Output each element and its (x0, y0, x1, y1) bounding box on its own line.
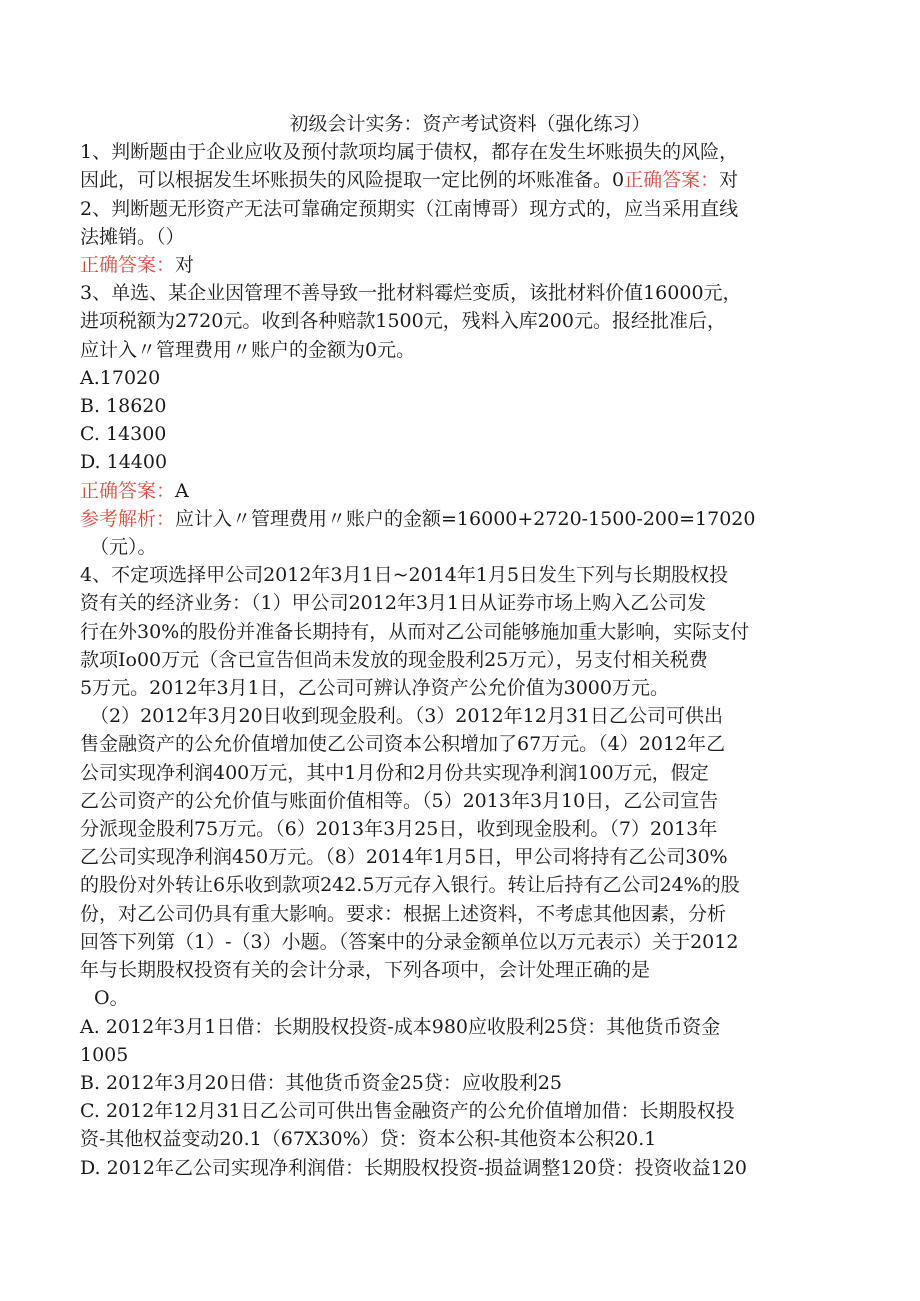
option-b: B. 2012年3月20日借：其他货币资金25贷：应收股利25 (80, 1071, 563, 1094)
question-3-answer (80, 477, 850, 505)
question-4-line-5: 5万元。2012年3月1日，乙公司可辨认净资产公允价值为3000万元。 (80, 677, 669, 700)
question-1-line-1: 1、判断题由于企业应收及预付款项均属于债权，都存在发生坏账损失的风险， (80, 141, 739, 164)
page-title: 初级会计实务：资产考试资料（强化练习） (289, 113, 651, 135)
option-c-cont: 资-其他权益变动20.1（67X30%）贷：资本公积-其他资本公积20.1 (80, 1128, 657, 1151)
question-4-line-3: 行在外30%的股份并准备长期持有，从而对乙公司能够施加重大影响，实际支付 (80, 620, 750, 643)
question-4-line-7: 售金融资产的公允价值增加使乙公司资本公积增加了67万元。（4）2012年乙 (80, 733, 726, 756)
question-1-line-2 (80, 166, 850, 194)
question-4-line-6: （2）2012年3月20日收到现金股利。（3）2012年12月31日乙公司可供出 (90, 705, 724, 728)
question-4-line-4: 款项Io00万元（含已宣告但尚未发放的现金股利25万元），另支付相关税费 (80, 648, 708, 671)
answer-value: 对 (175, 254, 195, 277)
question-1 (80, 138, 850, 194)
question-3-analysis-cont: （元）。 (90, 536, 157, 559)
answer-value: 对 (719, 169, 739, 192)
option-d: D. 14400 (80, 451, 168, 474)
question-4-line-8: 公司实现净利润400万元，其中1月份和2月份共实现净利润100万元，假定 (80, 761, 709, 784)
question-4-line-10: 分派现金股利75万元。（6）2013年3月25日，收到现金股利。（7）2013年 (80, 818, 718, 841)
option-b: B. 18620 (80, 395, 167, 418)
answer-label: 正确答案： (80, 254, 176, 277)
question-4-line-13: 份，对乙公司仍具有重大影响。要求：根据上述资料，不考虑其他因素，分析 (80, 902, 727, 925)
option-a: A. 2012年3月1日借：长期股权投资-成本980应收股利25贷：其他货币资金 (80, 1015, 721, 1038)
question-4-line-9: 乙公司资产的公允价值与账面价值相等。（5）2013年3月10日，乙公司宣告 (80, 789, 719, 812)
question-4 (80, 561, 850, 1181)
question-2-line-2: 法摊销。（） (80, 225, 185, 248)
question-3-line-1: 3、单选、某企业因管理不善导致一批材料霉烂变质，该批材料价值16000元， (80, 282, 742, 305)
question-3-line-2: 进项税额为2720元。收到各种赔款1500元，残料入库200元。报经批准后， (80, 310, 726, 333)
analysis-text: 应计入〃管理费用〃账户的金额=16000+2720-1500-200=17020 (175, 507, 756, 530)
question-4-line-12: 的股份对外转让6乐收到款项242.5万元存入银行。转让后持有乙公司24%的股 (80, 874, 740, 897)
answer-label: 正确答案： (80, 479, 176, 502)
option-d: D. 2012年乙公司实现净利润借：长期股权投资-损益调整120贷：投资收益120 (80, 1156, 747, 1179)
question-4-line-11: 乙公司实现净利润450万元。（8）2014年1月5日，甲公司将持有乙公司30% (80, 846, 728, 869)
question-3-analysis (80, 505, 850, 533)
option-a-cont: 1005 (80, 1043, 129, 1066)
question-2-line-1: 2、判断题无形资产无法可靠确定预期实（江南博哥）现方式的，应当采用直线 (80, 197, 739, 220)
option-c: C. 14300 (80, 423, 167, 446)
question-4-line-2: 资有关的经济业务：（1）甲公司2012年3月1日从证券市场上购入乙公司发 (80, 592, 707, 615)
question-3 (80, 279, 850, 561)
option-a: A.17020 (80, 366, 161, 389)
question-4-line-1: 4、不定项选择甲公司2012年3月1日~2014年1月5日发生下列与长期股权投 (80, 564, 729, 587)
question-4-line-16: O。 (94, 987, 129, 1010)
question-4-line-15: 年与长期股权投资有关的会计分录，下列各项中，会计处理正确的是 (80, 959, 651, 982)
analysis-label: 参考解析： (80, 507, 176, 530)
question-1-text: 因此，可以根据发生坏账损失的风险提取一定比例的坏账准备。0 (80, 169, 625, 192)
answer-value: A (175, 479, 189, 502)
option-c: C. 2012年12月31日乙公司可供出售金融资产的公允价值增加借：长期股权投 (80, 1100, 735, 1123)
question-3-line-3: 应计入〃管理费用〃账户的金额为0元。 (80, 338, 416, 361)
question-4-line-14: 回答下列第（1）-（3）小题。（答案中的分录金额单位以万元表示）关于2012 (80, 930, 739, 953)
question-2 (80, 195, 850, 280)
answer-label: 正确答案： (624, 169, 720, 192)
document-page (80, 110, 850, 1182)
question-2-answer (80, 251, 850, 279)
